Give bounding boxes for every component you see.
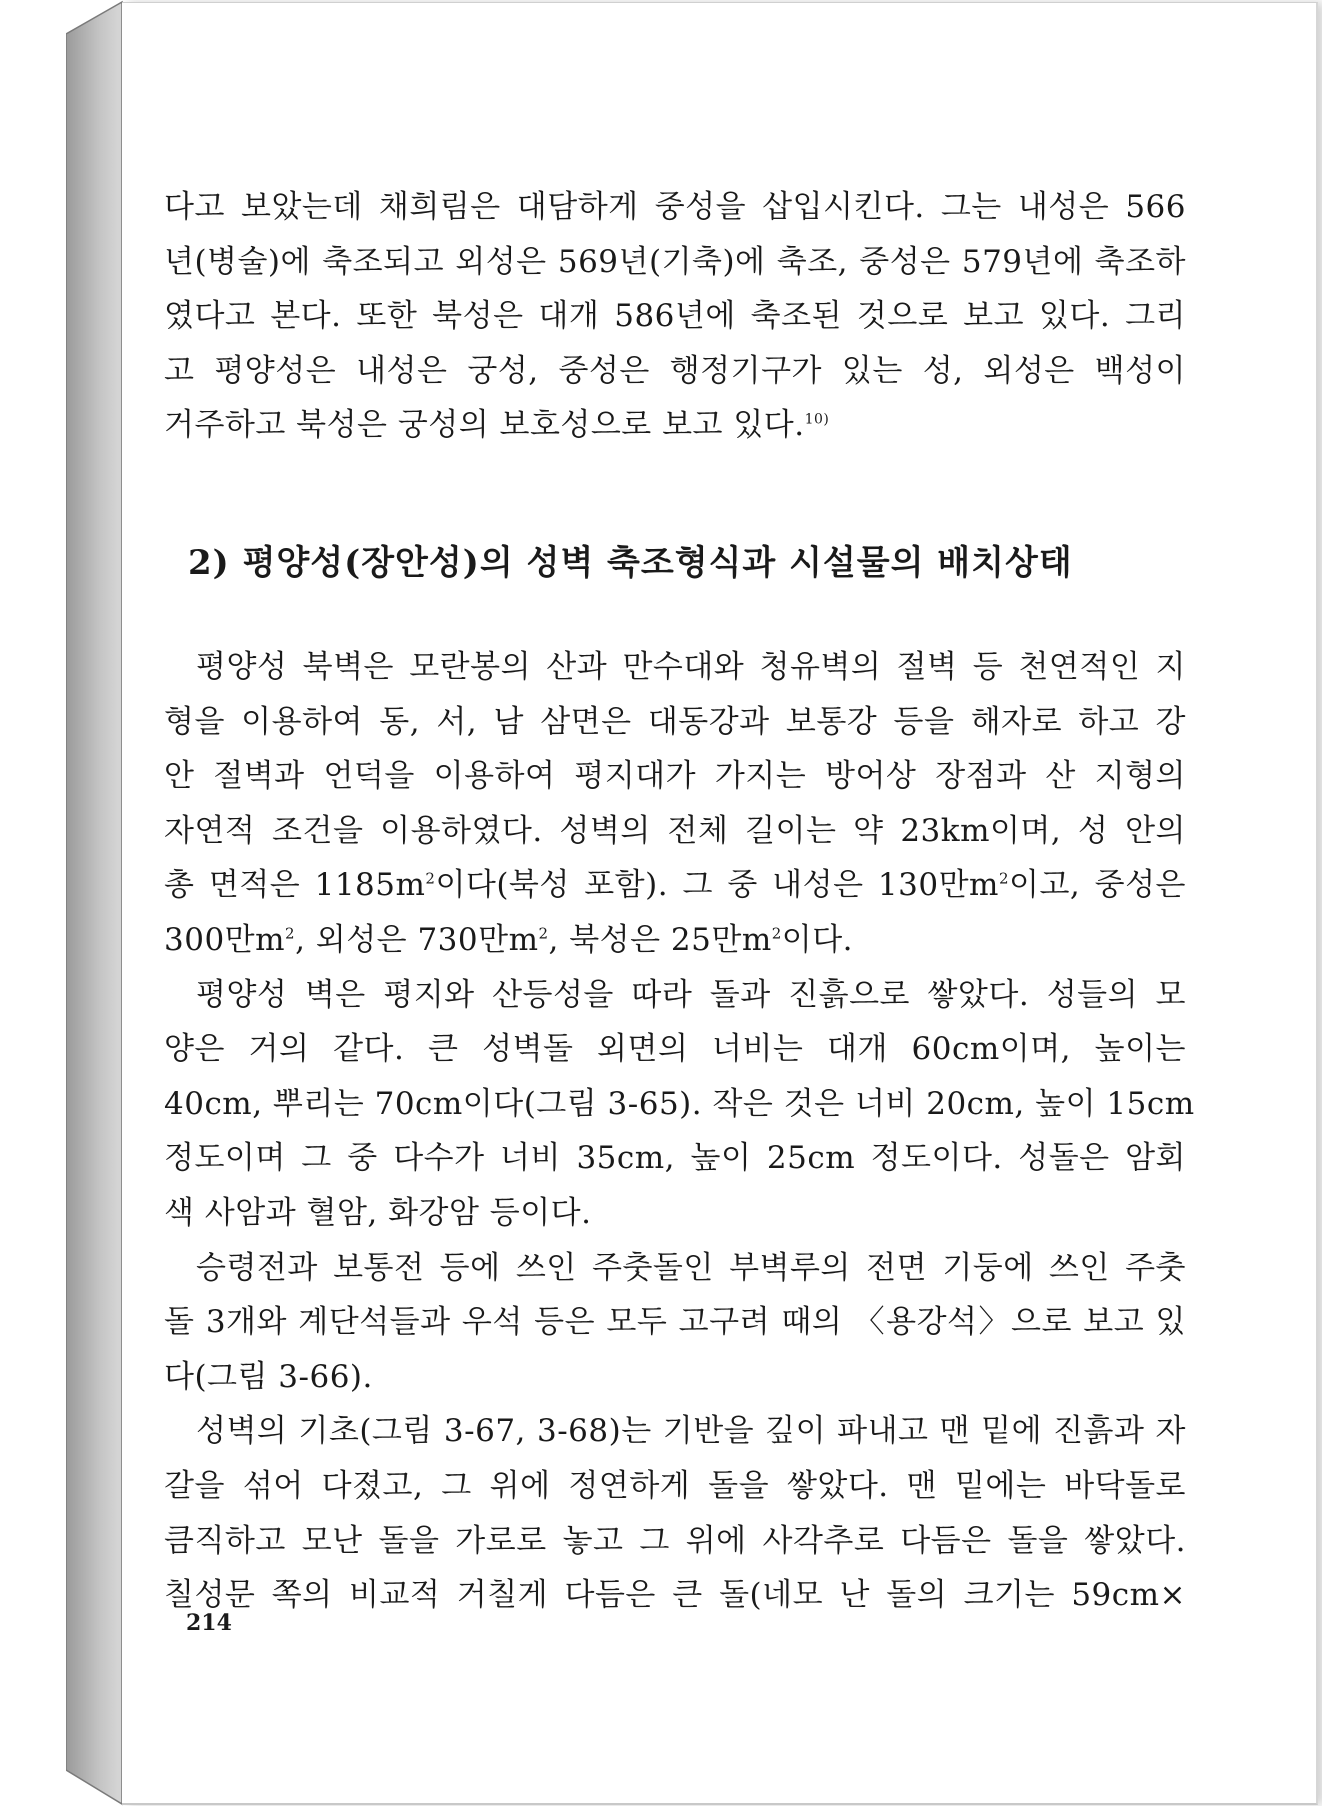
text-line: 큼직하고 모난 돌을 가로로 놓고 그 위에 사각추로 다듬은 돌을 쌓았다. — [164, 1522, 1186, 1559]
text-line: 평양성 벽은 평지와 산등성을 따라 돌과 진흙으로 쌓았다. 성들의 모 — [196, 976, 1186, 1013]
superscript: 2 — [538, 924, 549, 943]
text-line: 40cm, 뿌리는 70cm이다(그림 3-65). 작은 것은 너비 20cm, 높이 15cm — [164, 1085, 1195, 1122]
area-text: 총 면적은 1185m — [164, 867, 426, 904]
footnote-reference[interactable]: 10) — [804, 412, 830, 429]
area-text: 300만m — [164, 921, 286, 958]
area-text: , 외성은 730만m — [295, 921, 539, 958]
text-line: 년(병술)에 축조되고 외성은 569년(기축)에 축조, 중성은 579년에 축조하 — [164, 243, 1186, 280]
area-line-1 — [164, 858, 1186, 913]
text-line: 정도이며 그 중 다수가 너비 35cm, 높이 25cm 정도이다. 성돌은 암회 — [164, 1140, 1186, 1177]
text-line: 다고 보았는데 채희림은 대담하게 중성을 삽입시킨다. 그는 내성은 566 — [164, 189, 1186, 225]
text-line: 였다고 본다. 또한 북성은 대개 586년에 축조된 것으로 보고 있다. 그리 — [164, 298, 1186, 335]
section-heading: 2) 평양성(장안성)의 성벽 축조형식과 시설물의 배치상태 — [188, 543, 1073, 583]
page-number: 214 — [186, 1610, 232, 1636]
text-line: 색 사암과 혈암, 화강암 등이다. — [164, 1194, 592, 1231]
intro-paragraph — [164, 180, 1186, 453]
text-line: 성벽의 기초(그림 3-67, 3-68)는 기반을 깊이 파내고 맨 밑에 진흙과 자 — [196, 1413, 1186, 1450]
book-edge-shape — [66, 0, 124, 1806]
superscript: 2 — [771, 924, 782, 943]
superscript: 2 — [425, 870, 436, 889]
text-line: 승령전과 보통전 등에 쓰인 주춧돌인 부벽루의 전면 기둥에 쓰인 주춧 — [196, 1249, 1186, 1286]
text-line: 양은 거의 같다. 큰 성벽돌 외면의 너비는 대개 60cm이며, 높이는 — [164, 1031, 1186, 1068]
text-line: 안 절벽과 언덕을 이용하여 평지대가 가지는 방어상 장점과 산 지형의 — [164, 758, 1186, 795]
area-line-2 — [164, 913, 1186, 968]
text-line: 돌 3개와 계단석들과 우석 등은 모두 고구려 때의 〈용강석〉으로 보고 있 — [164, 1304, 1186, 1341]
area-text: , 북성은 25만m — [548, 921, 772, 958]
text-line: 칠성문 쪽의 비교적 거칠게 다듬은 큰 돌(네모 난 돌의 크기는 59cm× — [164, 1577, 1186, 1614]
text-line: 자연적 조건을 이용하였다. 성벽의 전체 길이는 약 23km이며, 성 안의 — [164, 812, 1186, 849]
area-text: 이다(북성 포함). 그 중 내성은 130만m — [435, 867, 999, 904]
text-line-with-footnote — [164, 398, 1186, 453]
area-text: 이고, 중성은 — [1009, 867, 1186, 904]
text-line: 거주하고 북성은 궁성의 보호성으로 보고 있다. — [164, 407, 805, 444]
superscript: 2 — [285, 924, 296, 943]
book-spine — [66, 0, 124, 1806]
body-text — [164, 640, 1195, 1623]
superscript: 2 — [998, 870, 1009, 889]
area-text: 이다. — [781, 921, 854, 958]
text-line: 평양성 북벽은 모란봉의 산과 만수대와 청유벽의 절벽 등 천연적인 지 — [196, 649, 1186, 685]
text-line: 고 평양성은 내성은 궁성, 중성은 행정기구가 있는 성, 외성은 백성이 — [164, 352, 1186, 389]
text-line: 다(그림 3-66). — [164, 1358, 373, 1395]
text-line: 갈을 섞어 다졌고, 그 위에 정연하게 돌을 쌓았다. 맨 밑에는 바닥돌로 — [164, 1467, 1186, 1504]
text-line: 형을 이용하여 동, 서, 남 삼면은 대동강과 보통강 등을 해자로 하고 강 — [164, 703, 1186, 740]
